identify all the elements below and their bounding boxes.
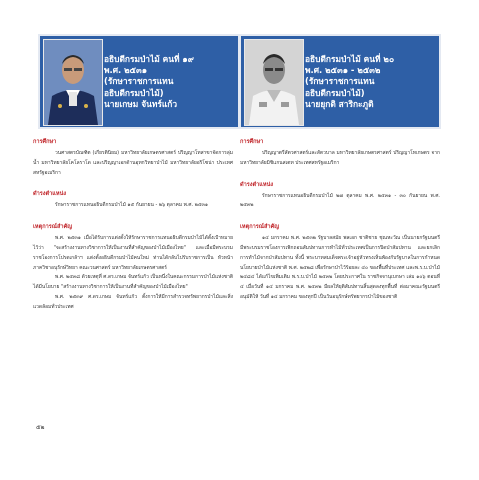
card-title-name: นายเกษม จันทร์แก้ว [104,98,178,109]
position-text: รักษาราชการแทนอธิบดีกรมป่าไม้ ๒๗ ตุลาคม พ.ศ. ๒๕๓๑ - ๓๐ กันยายน พ.ศ. ๒๕๓๒ [240,192,440,209]
left-column [33,138,233,313]
events-paragraph: พ.ศ. ๒๕๓๘ ด้วยเหตุที่ ศ.ดร.เกษม จันทร์แก้ว เป็นหนึ่งในคณะกรรมการป่าไม้แห่งชาติได้มีนโยบาย "สร้างงานทางวิชาการให้เป็นงานที่สำคัญของป่าไม้เมืองไทย" [33,274,233,291]
right-column [240,138,440,303]
card-title-line: อธิบดีกรมป่าไม้ คนที่ ๑๙ [104,54,194,64]
card-title-line: อธิบดีกรมป่าไม้) [305,87,365,98]
card-title-line: (รักษาราชการแทน [305,76,375,87]
director-card-19 [40,36,238,127]
education-text: วนศาสตรบัณฑิต (เกียรตินิยม) มหาวิทยาลัยเกษตรศาสตร์ ปริญญาโทสาขาจัดการลุ่มน้ำ มหาวิทยาลัยโคโลราโด และปริญญาเอกด้านอุทกวิทยาป่าไม้ มหาวิทยาลัยอริโซน่า ประเทศสหรัฐอเมริกา [33,150,233,176]
portrait-photo-kasem [43,39,103,126]
position-text: รักษาราชการแทนอธิบดีกรมป่าไม้ ๑๕ กันยายน - ๒๖ ตุลาคม พ.ศ. ๒๕๓๑ [55,202,208,209]
director-card-20 [241,36,439,127]
portrait-illustration [245,40,303,125]
events-paragraph: พ.ศ. ๒๕๓๑ เมื่อได้รับการแต่งตั้งให้รักษาราชการแทนอธิบดีกรมป่าไม้ได้ตั้งเป้าหมายไว้ว่า "จะสร้างงานทางวิชาการให้เป็นงานที่สำคัญของป่าไม้เมืองไทย" และเมื่อมีพระบรมราชโองการโปรดเกล้าฯ แต่งตั้งอธิบดีกรมป่าไม้คนใหม่ ท่านได้กลับไปรับราชการเป็น หัวหน้าภาควิชาอนุรักษ์วิทยา คณะวนศาสตร์ มหาวิทยาลัยเกษตรศาสตร์ [33,235,233,271]
card-title-line: อธิบดีกรมป่าไม้ คนที่ ๒๐ [305,54,395,64]
card-title-19 [104,54,234,110]
events-heading: เหตุการณ์สำคัญ [240,224,280,231]
page-number: ๕๒ [36,424,45,431]
portrait-photo-yukti [244,39,304,126]
events-paragraph: พ.ศ. ๒๕๓๙ ศ.ดร.เกษม จันทร์แก้ว ตั้งการให้มีการสำรวจทรัพยากรป่าไม้และสิ่งแวดล้อมทั่วประเทศ [33,293,233,310]
position-heading: ดำรงตำแหน่ง [240,181,274,188]
portrait-illustration [44,40,102,125]
card-title-20 [305,54,435,110]
education-text: ปริญญาตรีสัตวศาสตร์และสัตวบาล มหาวิทยาลัยเกษตรศาสตร์ ปริญญาโทเกษตร จากมหาวิทยาลัยมิชิแกนสเตท ประเทศสหรัฐอเมริกา [240,150,440,166]
card-title-line: พ.ศ. ๒๕๓๑ - ๒๕๓๒ [305,65,381,76]
events-paragraph: ๑๔ มกราคม พ.ศ. ๒๕๓๒ รัฐบาลสมัย พลเอก ชาติชาย ชุณหะวัณ เป็นนายกรัฐมนตรี มีพระบรมราชโองการเพิกถอนสัมปทานการทำไม้ทั่วประเทศเป็นการปิดป่าสัมปทาน และยกเลิกการทำไม้จากป่าสัมปทาน ทั้งนี้ พระบาทสมเด็จพระเจ้าอยู่หัวทรงเห็นพ้องกับรัฐบาลในการกำหนดนโยบายป่าไม้แห่งชาติ พ.ศ. ๒๕๒๘ เพื่อรักษาป่าไว้ร้อยละ ๔๐ ของพื้นที่ประเทศ และพ.ร.บ.ป่าไม้ ๒๔๘๔ ได้แก้ไขเพิ่มเติม พ.ร.บ.ป่าไม้ ๒๕๓๒ โดยประกาศใน ราชกิจจานุเบกษา เล่ม ๑๐๖ ตอนที่ ๔ เมื่อวันที่ ๑๔ มกราคม พ.ศ. ๒๕๓๒ มีผลให้ยุติสัมปทานสิ้นสุดลงทุกพื้นที่ ต่อมาคณะรัฐมนตรีอนุมัติให้ วันที่ ๑๔ มกราคม ของทุกปี เป็นวันอนุรักษ์ทรัพยากรป่าไม้ของชาติ [240,235,440,300]
events-heading: เหตุการณ์สำคัญ [33,224,73,231]
card-title-line: (รักษาราชการแทน [104,76,174,87]
card-title-name: นายยุกติ สาริกะภูติ [305,98,374,109]
education-heading: การศึกษา [33,139,57,145]
education-heading: การศึกษา [240,139,264,145]
card-title-line: อธิบดีกรมป่าไม้) [104,87,164,98]
position-heading: ดำรงตำแหน่ง [33,191,67,198]
card-title-line: พ.ศ. ๒๕๓๑ [104,65,148,76]
